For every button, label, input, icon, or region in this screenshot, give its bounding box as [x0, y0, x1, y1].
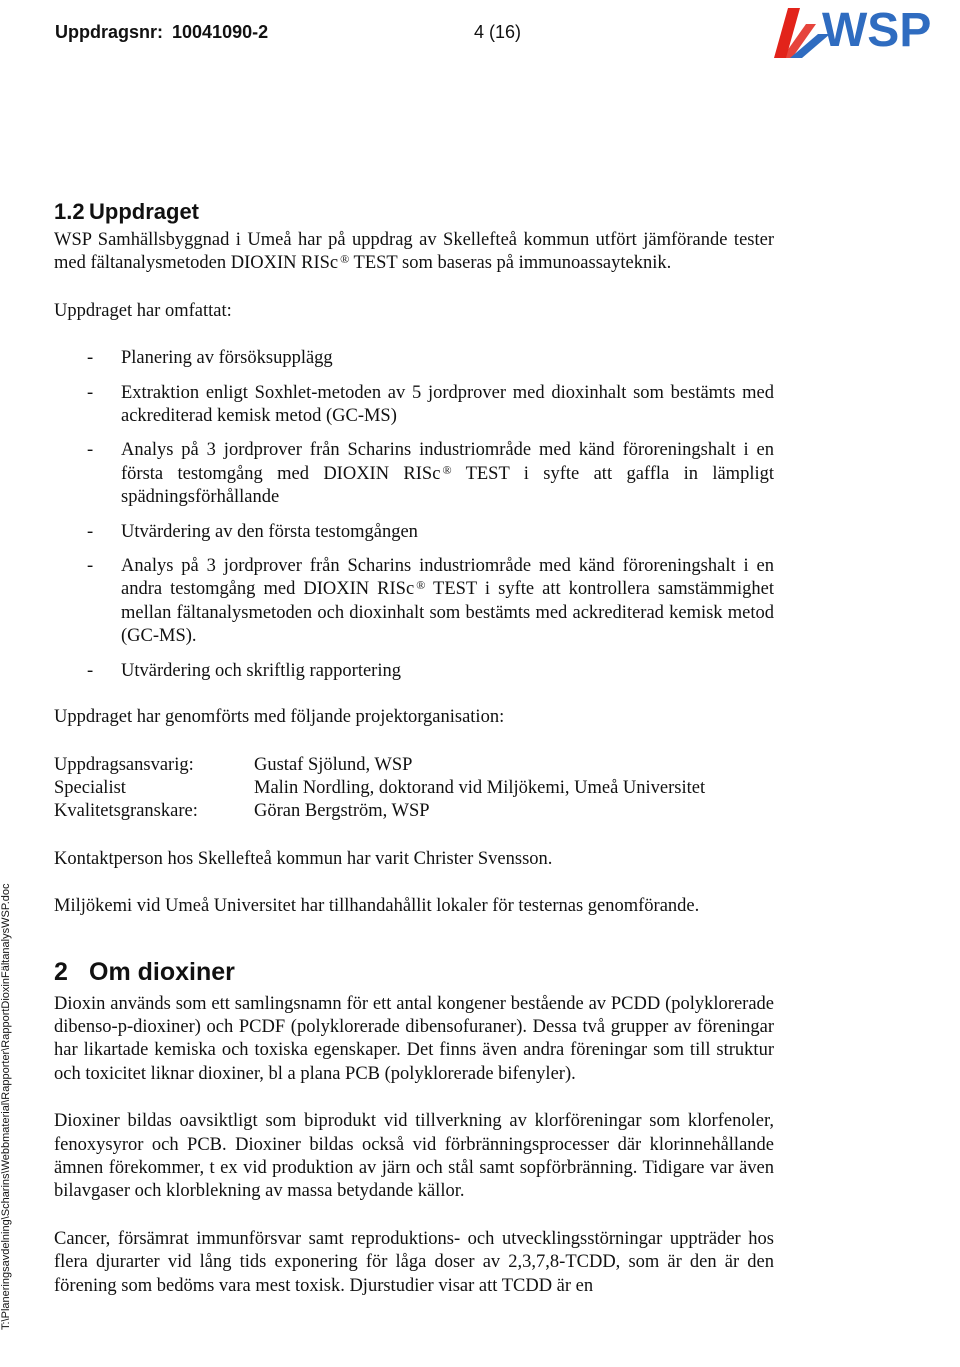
contact-paragraph: Kontaktperson hos Skellefteå kommun har varit Christer Svensson. — [54, 848, 553, 869]
list-item: - Planering av försöksupplägg — [87, 348, 333, 369]
section-heading-1-2 — [54, 195, 774, 229]
list-item: - Extraktion enligt Soxhlet-metoden av 5 jordprover med dioxinhalt som bestämts med ackrediterad kemisk metod (GC-MS) — [87, 382, 774, 427]
scope-intro: Uppdraget har omfattat: — [54, 300, 232, 321]
list-item: - Utvärdering av den första testomgången — [87, 521, 418, 542]
logo-text: WSP — [822, 4, 932, 57]
table-row: Uppdragsansvarig: Gustaf Sjölund, WSP — [54, 754, 413, 775]
registered-mark: ® — [340, 252, 350, 267]
document-body — [54, 195, 774, 1298]
table-row: Specialist Malin Nordling, doktorand vid Miljökemi, Umeå Universitet — [54, 777, 706, 798]
intro-text: WSP Samhällsbyggnad i Umeå har på uppdrag av Skellefteå kommun utfört jämförande tester med fältanalysmetoden DIOXIN RISc — [54, 230, 774, 274]
section-title: Uppdraget — [89, 199, 199, 224]
intro-paragraph — [54, 229, 774, 276]
section-title: Om dioxiner — [89, 957, 235, 986]
section-number: 2 — [54, 957, 68, 986]
section-heading-2 — [54, 955, 774, 989]
registered-mark: ® — [442, 462, 452, 477]
file-path: T:\Planeringsavdelning\Scharins\Webbmaterial\Rapporter\RapportDioxinFältanalysWSP.doc — [0, 883, 12, 1330]
header-label: Uppdragsnr: — [55, 22, 163, 42]
project-organisation — [54, 754, 705, 824]
list-item: - Analys på 3 jordprover från Scharins industriområde med känd föroreningshalt i en första testomgång med DIOXIN RISc ® TEST i syfte att gaffla in lämpligt spädningsförhållande — [87, 440, 774, 508]
body-paragraph: Cancer, försämrat immunförsvar samt reproduktions- och utvecklingsstörningar uppträder hos flera djurarter vid lång tids exponering för låga doser av 2,3,7,8-TCDD, som är den är den förening som bedöms vara mest toxisk. Djurstudier visar att TCDD är en — [54, 1228, 774, 1296]
table-row: Kvalitetsgranskare: Göran Bergström, WSP — [54, 801, 430, 822]
wsp-logo — [770, 0, 960, 60]
list-item: - Analys på 3 jordprover från Scharins industriområde med känd föroreningshalt i en andra testomgång med DIOXIN RISc ® TEST i syfte att kontrollera samstämmighet mellan fältanalysmetoden och dioxinhalt som bestämts med ackrediterad kemisk metod (GC-MS). — [87, 556, 774, 647]
registered-mark: ® — [416, 578, 426, 593]
intro-text-end: TEST som baseras på immunoassayteknik. — [349, 253, 672, 274]
org-intro: Uppdraget har genomförts med följande projektorganisation: — [54, 707, 505, 728]
page-number: 4 (16) — [474, 22, 522, 42]
header-number: 10041090-2 — [172, 22, 269, 42]
facilities-paragraph: Miljökemi vid Umeå Universitet har tillhandahållit lokaler för testernas genomförande. — [54, 896, 700, 917]
body-paragraph: Dioxin används som ett samlingsnamn för ett antal kongener bestående av PCDD (polyklorerade dibenso-p-dioxiner) och PCDF (polyklorerade dibensofuraner). Dessa två grupper av föreningar har likartade kemiska och toxiska egenskaper. Det finns även andra föreningar som till struktur och toxicitet liknar dioxiner, bl a plana PCB (polyklorerade bifenyler). — [54, 993, 774, 1084]
header-assignment — [55, 22, 268, 43]
section-number: 1.2 — [54, 199, 85, 224]
list-item: - Utvärdering och skriftlig rapportering — [87, 660, 401, 681]
body-paragraph: Dioxiner bildas oavsiktligt som biprodukt vid tillverkning av klorföreningar som klorfenoler, fenoxysyror och PCB. Dioxiner bildas också vid förbränningsprocesser där klorinnehållande ämnen förekommer, t ex vid produktion av järn och stål samt sopförbränning. Tidigare var även bilavgaser och klorblekning av massa betydande källor. — [54, 1111, 774, 1202]
scope-list — [54, 347, 774, 683]
